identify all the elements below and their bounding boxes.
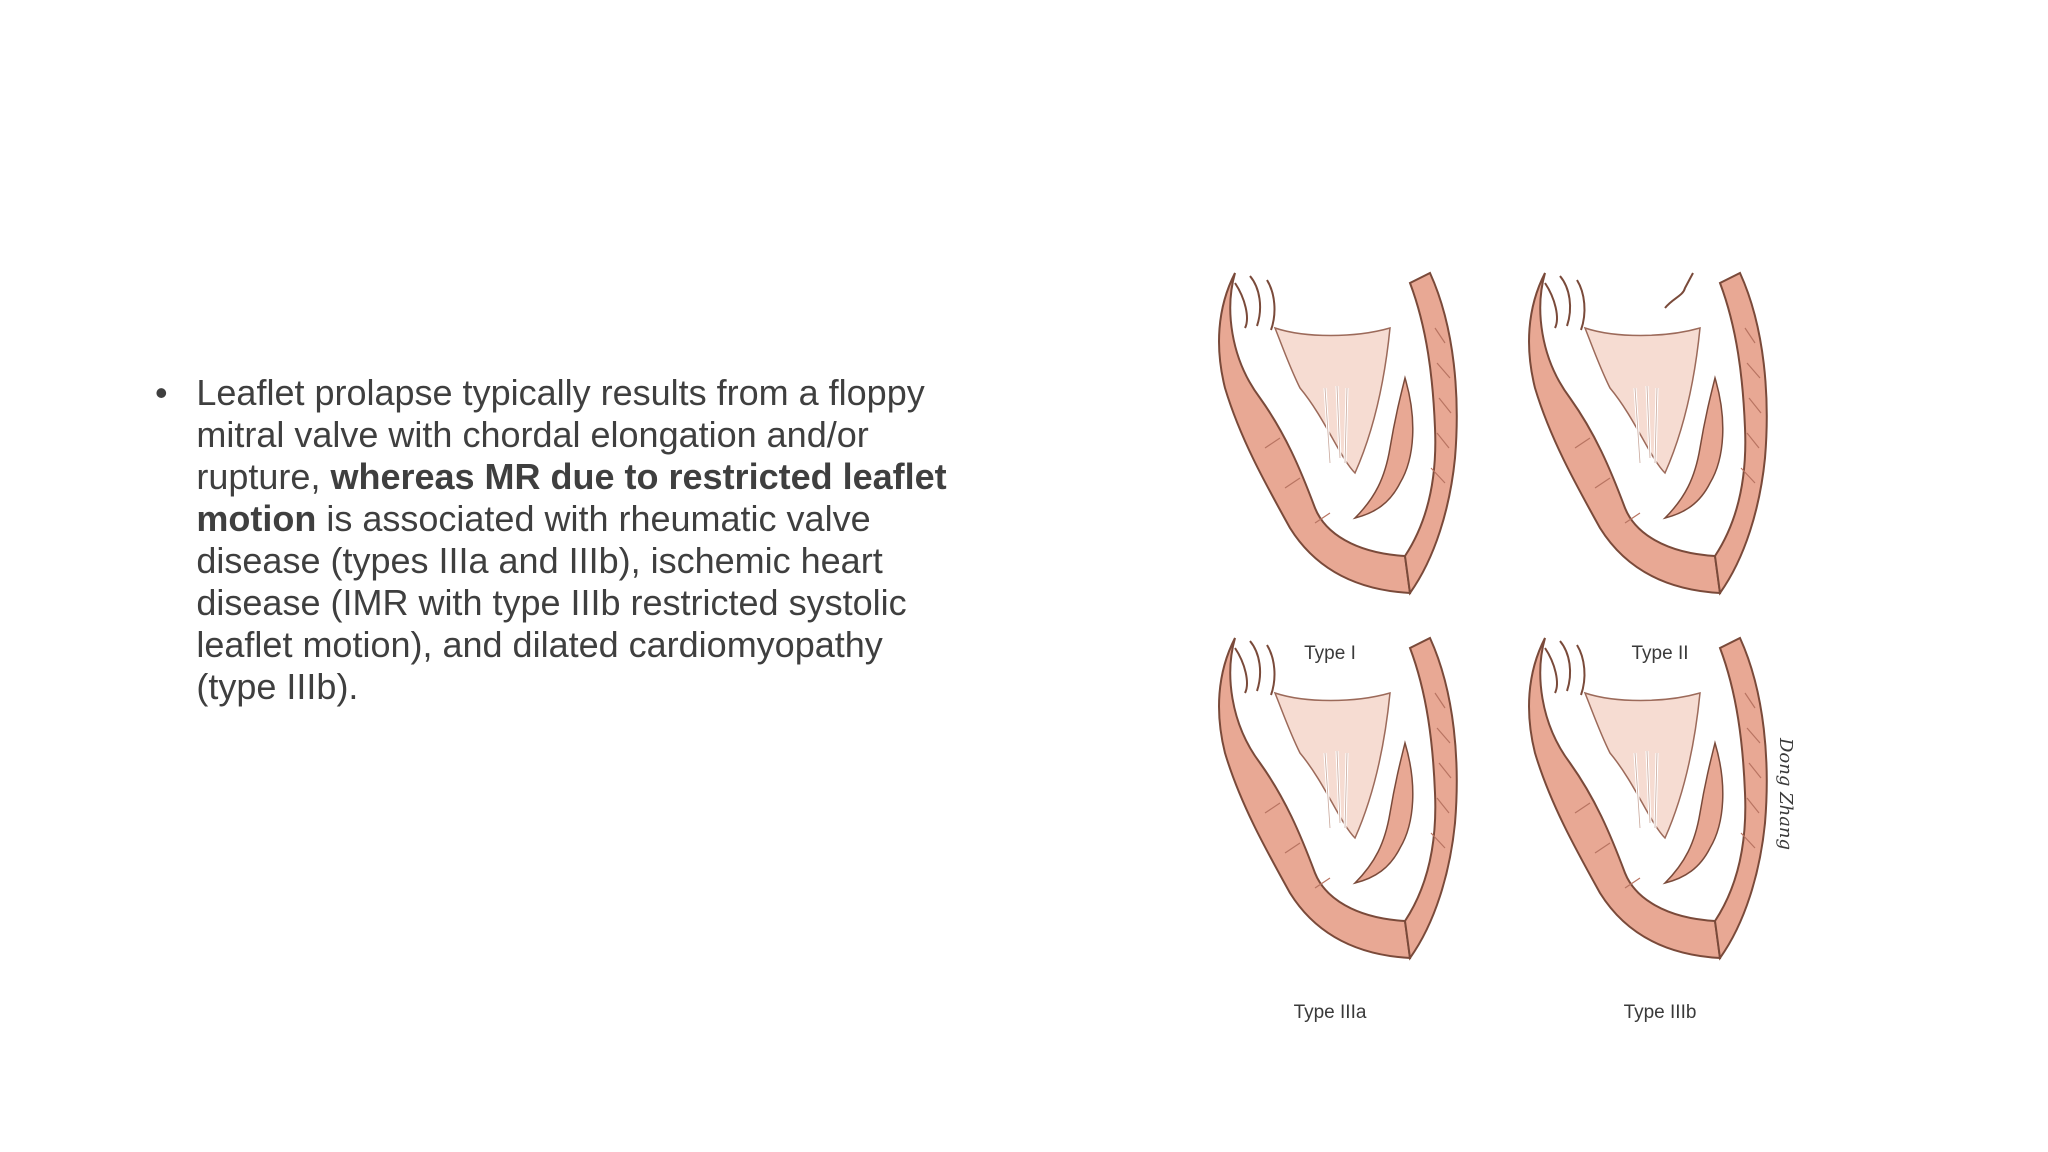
bullet-text (196, 372, 955, 708)
caption-type-i: Type I (1304, 643, 1356, 664)
artist-signature: Dong Zhang (1775, 738, 1796, 851)
bullet-item (155, 372, 955, 708)
mitral-valve-illustration (1205, 268, 1805, 1028)
caption-type-iiib: Type IIIb (1623, 1002, 1697, 1023)
caption-type-iiia: Type IIIa (1293, 1002, 1367, 1023)
bullet-text-after: is associated with rheumatic valve disease (types IIIa and IIIb), ischemic heart disease (IMR with type IIIb restricted systolic leaflet motion), and dilated cardiomyopathy (type IIIb). (196, 498, 907, 707)
mitral-valve-figure (1205, 268, 1805, 1028)
bullet-text-bold: whereas MR due to restricted leaflet motion (196, 456, 947, 539)
type-iiib-heart (1529, 638, 1767, 958)
type-iiia-heart (1219, 638, 1457, 958)
bullet-marker: • (155, 372, 168, 413)
caption-type-ii: Type II (1631, 643, 1689, 664)
bullet-text-before: Leaflet prolapse typically results from a floppy mitral valve with chordal elongation and/or rupture, (196, 372, 925, 497)
type-ii-heart (1529, 273, 1767, 593)
type-i-heart (1219, 273, 1457, 593)
ruptured-chord (1665, 273, 1693, 308)
bullet-list (155, 372, 955, 708)
